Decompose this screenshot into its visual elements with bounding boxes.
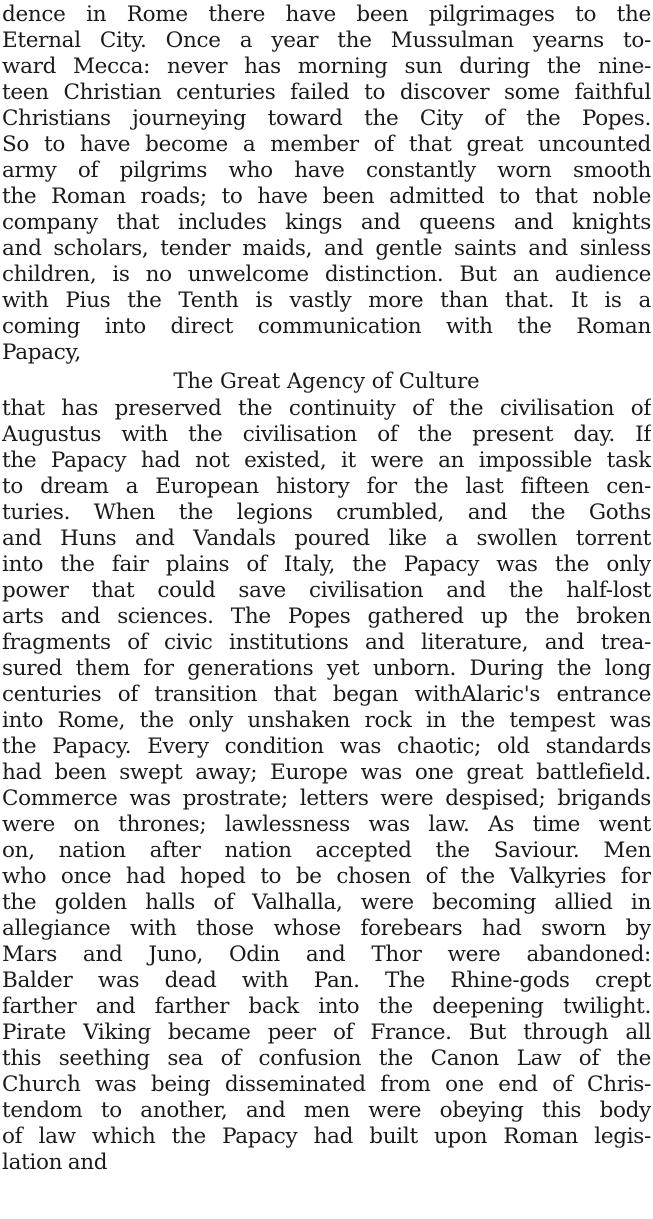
text-line: into the fair plains of Italy, the Papacy was the only (2, 552, 651, 577)
text-line: power that could save civilisation and the half-lost (2, 578, 651, 603)
text-line: of law which the Papacy had built upon Roman legis- (2, 1124, 651, 1149)
text-line: arts and sciences. The Popes gathered up the broken (2, 604, 651, 629)
text-line: Mars and Juno, Odin and Thor were abandoned: (2, 942, 651, 967)
text-line: coming into direct communication with the Roman (2, 314, 651, 339)
text-line: the Papacy had not existed, it were an impossible task (2, 448, 651, 473)
text-line: who once had hoped to be chosen of the Valkyries for (2, 864, 651, 889)
text-line: So to have become a member of that great uncounted (2, 132, 651, 157)
text-line: that has preserved the continuity of the civilisation of (2, 396, 651, 421)
text-line: the Roman roads; to have been admitted to that noble (2, 184, 651, 209)
section-subheading: The Great Agency of Culture (173, 369, 480, 393)
text-line: tendom to another, and men were obeying this body (2, 1098, 651, 1123)
text-line: army of pilgrims who have constantly worn smooth (2, 158, 651, 183)
text-line: Commerce was prostrate; letters were despised; brigands (2, 786, 651, 811)
text-line: children, is no unwelcome distinction. But an audience (2, 262, 651, 287)
text-line: Christians journeying toward the City of the Popes. (2, 106, 651, 131)
text-line: and scholars, tender maids, and gentle saints and sinless (2, 236, 651, 261)
text-line: sured them for generations yet unborn. During the long (2, 656, 651, 681)
text-line: this seething sea of confusion the Canon Law of the (2, 1046, 651, 1071)
text-line: the Papacy. Every condition was chaotic; old standards (2, 734, 651, 759)
text-line: fragments of civic institutions and literature, and trea- (2, 630, 651, 655)
text-line: Eternal City. Once a year the Mussulman yearns to- (2, 28, 651, 53)
text-line: Papacy, (2, 340, 81, 365)
text-line: lation and (2, 1150, 108, 1175)
text-line: allegiance with those whose forebears had sworn by (2, 916, 651, 941)
text-line: and Huns and Vandals poured like a swollen torrent (2, 526, 651, 551)
text-line: dence in Rome there have been pilgrimages to the (2, 2, 651, 27)
text-line: Augustus with the civilisation of the present day. If (2, 422, 651, 447)
text-line: were on thrones; lawlessness was law. As time went (2, 812, 651, 837)
text-line: the golden halls of Valhalla, were becoming allied in (2, 890, 651, 915)
text-line: into Rome, the only unshaken rock in the tempest was (2, 708, 651, 733)
text-line: teen Christian centuries failed to discover some faithful (2, 80, 651, 105)
text-line: company that includes kings and queens and knights (2, 210, 651, 235)
text-line: with Pius the Tenth is vastly more than that. It is a (2, 288, 651, 313)
text-line: centuries of transition that began withAlaric's entrance (2, 682, 651, 707)
text-line: farther and farther back into the deepening twilight. (2, 994, 651, 1019)
text-line: had been swept away; Europe was one great battlefield. (2, 760, 651, 785)
text-line: Balder was dead with Pan. The Rhine-gods crept (2, 968, 651, 993)
text-line: turies. When the legions crumbled, and the Goths (2, 500, 651, 525)
text-line: Church was being disseminated from one end of Chris- (2, 1072, 651, 1097)
text-line: on, nation after nation accepted the Saviour. Men (2, 838, 651, 863)
text-line: Pirate Viking became peer of France. But through all (2, 1020, 651, 1045)
text-line: ward Mecca: never has morning sun during the nine- (2, 54, 651, 79)
text-line: to dream a European history for the last fifteen cen- (2, 474, 651, 499)
